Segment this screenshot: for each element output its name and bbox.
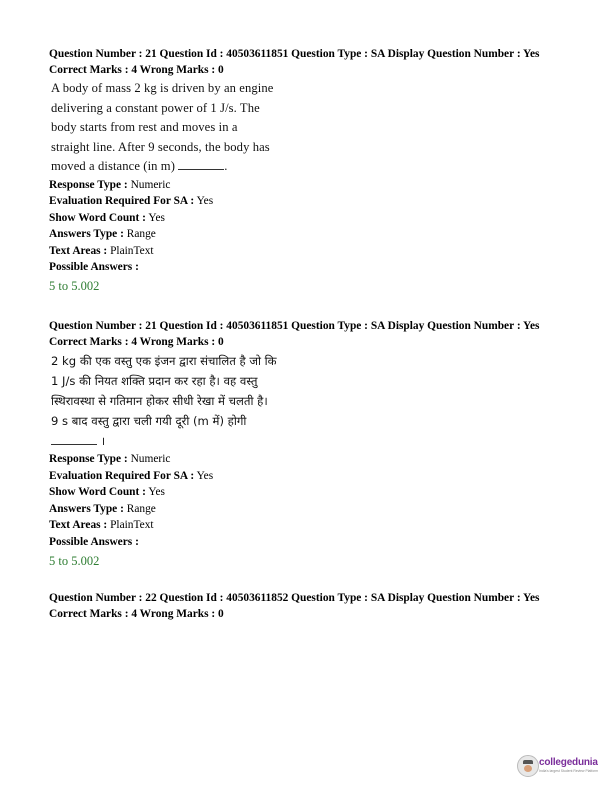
- question-line: 1 J/s की नियत शक्ति प्रदान कर रहा है। वह वस्तु: [51, 374, 258, 388]
- question-line: 9 s बाद वस्तु द्वारा चली गयी दूरी (m में) होगी: [51, 414, 247, 428]
- question-block-21-english: [49, 46, 589, 295]
- word-count-value: Yes: [148, 211, 165, 224]
- question-end-mark: .: [224, 159, 228, 173]
- answers-type-row: Answers Type : Range: [49, 228, 156, 241]
- mascot-icon: [517, 755, 539, 777]
- word-count-row: Show Word Count : Yes: [49, 486, 165, 499]
- question-line: delivering a constant power of 1 J/s. The: [51, 100, 260, 115]
- response-type-row: Response Type : Numeric: [49, 178, 171, 191]
- marks-line: Correct Marks : 4 Wrong Marks : 0: [49, 64, 224, 76]
- collegedunia-logo: [517, 755, 597, 777]
- question-line: 2 kg की एक वस्तु एक इंजन द्वारा संचालित है जो कि: [51, 354, 277, 368]
- evaluation-row: Evaluation Required For SA : Yes: [49, 469, 214, 482]
- evaluation-value: Yes: [196, 469, 214, 482]
- question-block-21-hindi: [49, 318, 589, 570]
- question-line: straight line. After 9 seconds, the body has: [51, 139, 270, 154]
- response-type-row: Response Type : Numeric: [49, 453, 171, 465]
- possible-answers-value: 5 to 5.002: [49, 279, 100, 294]
- question-header: Question Number : 21 Question Id : 40503611851 Question Type : SA Display Question Number : Yes: [49, 48, 540, 60]
- question-block-22: [49, 590, 589, 622]
- question-header: Question Number : 22 Question Id : 40503611852 Question Type : SA Display Question Number : Yes: [49, 592, 540, 604]
- question-end-mark: ।: [100, 434, 106, 448]
- answer-blank: [51, 434, 97, 445]
- question-line: moved a distance (in m): [51, 159, 176, 173]
- question-line: स्थिरावस्था से गतिमान होकर सीधी रेखा में चलती है।: [51, 394, 268, 408]
- evaluation-value: Yes: [196, 195, 214, 208]
- question-line: body starts from rest and moves in a: [51, 120, 238, 134]
- possible-answers-row: Possible Answers :: [49, 535, 139, 548]
- marks-line: Correct Marks : 4 Wrong Marks : 0: [49, 608, 224, 620]
- answers-type-row: Answers Type : Range: [49, 502, 156, 515]
- word-count-value: Yes: [148, 486, 165, 499]
- question-line-last: [51, 157, 296, 177]
- question-text: [51, 351, 311, 451]
- text-areas-row: Text Areas : PlainText: [49, 519, 154, 532]
- response-type-value: Numeric: [130, 453, 171, 465]
- marks-line: Correct Marks : 4 Wrong Marks : 0: [49, 336, 224, 348]
- logo-tagline: India's largest Student Review Platform: [539, 769, 599, 773]
- evaluation-row: Evaluation Required For SA : Yes: [49, 195, 214, 208]
- word-count-row: Show Word Count : Yes: [49, 211, 165, 224]
- logo-brand-text: collegedunia: [539, 757, 598, 768]
- answers-type-value: Range: [126, 502, 156, 515]
- text-areas-row: Text Areas : PlainText: [49, 244, 154, 257]
- question-line: A body of mass 2 kg is driven by an engine: [51, 81, 274, 95]
- question-header: Question Number : 21 Question Id : 40503611851 Question Type : SA Display Question Number : Yes: [49, 320, 540, 332]
- possible-answers-value: 5 to 5.002: [49, 553, 100, 568]
- question-line-last: [51, 431, 311, 451]
- text-areas-value: PlainText: [110, 244, 154, 257]
- text-areas-value: PlainText: [110, 519, 154, 532]
- question-text: [51, 79, 296, 177]
- possible-answers-row: Possible Answers :: [49, 261, 139, 274]
- answer-blank: [178, 159, 224, 170]
- response-type-value: Numeric: [130, 178, 171, 191]
- answers-type-value: Range: [126, 228, 156, 241]
